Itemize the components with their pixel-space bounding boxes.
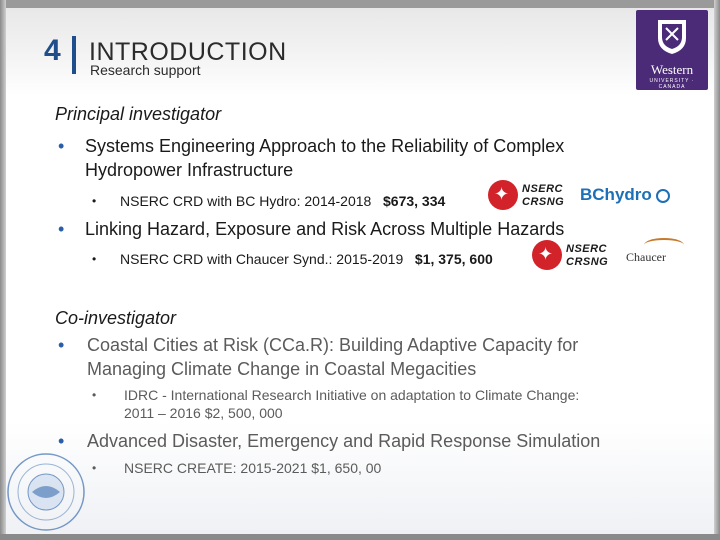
slide-title: INTRODUCTION	[89, 38, 287, 66]
nserc-logo	[532, 240, 616, 272]
project-2-detail: NSERC CRD with Chaucer Synd.: 2015-2019	[120, 251, 404, 267]
bullet: •	[58, 219, 65, 239]
project-3-title: Coastal Cities at Risk (CCa.R): Building Adaptive Capacity for Managing Climate Change in Coastal Megacities	[87, 335, 579, 379]
project-4-title: Advanced Disaster, Emergency and Rapid Response Simulation	[87, 431, 601, 451]
bchydro-icon	[656, 189, 670, 203]
university-subtitle: UNIVERSITY · CANADA	[649, 78, 695, 90]
resilience-network-logo	[4, 450, 88, 534]
slide-number: 4	[44, 34, 61, 67]
university-name: Western	[650, 62, 694, 77]
title-divider	[72, 36, 76, 74]
sub-bullet: •	[92, 388, 97, 402]
maple-leaf-icon: ✦	[532, 240, 562, 270]
sub-bullet: •	[92, 461, 97, 475]
western-university-logo	[636, 10, 708, 90]
project-1-title: Systems Engineering Approach to the Reliability of Complex Hydropower Infrastructure	[85, 136, 565, 180]
bchydro-text: BChydro	[580, 185, 652, 204]
project-1-funding	[92, 192, 492, 212]
bottom-border	[0, 534, 720, 540]
chaucer-text: Chaucer	[626, 250, 666, 264]
crsng-text: CRSNG	[566, 256, 609, 268]
project-1-amount: $673, 334	[383, 193, 446, 209]
project-2	[58, 217, 658, 241]
crest-icon	[656, 18, 688, 56]
project-3-detail: IDRC - International Research Initiative on adaptation to Climate Change: 2011 – 2016 $2, 500, 000	[124, 387, 580, 421]
project-4-detail: NSERC CREATE: 2015-2021 $1, 650, 00	[124, 460, 382, 476]
project-2-amount: $1, 375, 600	[414, 251, 493, 267]
nserc-logo	[488, 180, 572, 212]
sub-bullet: •	[92, 194, 97, 208]
project-2-title: Linking Hazard, Exposure and Risk Across Multiple Hazards	[85, 219, 565, 239]
project-1	[58, 134, 658, 184]
project-4-funding	[92, 459, 492, 479]
maple-leaf-icon: ✦	[488, 180, 518, 210]
bullet: •	[58, 136, 65, 156]
nserc-text: NSERC	[566, 243, 608, 255]
bullet: •	[58, 431, 65, 451]
chaucer-logo	[624, 236, 684, 266]
project-4	[58, 429, 678, 453]
nserc-text: NSERC	[522, 183, 564, 195]
right-border	[714, 0, 720, 540]
bullet: •	[58, 335, 65, 355]
crsng-text: CRSNG	[522, 196, 565, 208]
slide-subtitle: Research support	[90, 62, 201, 78]
coinvestigator-heading: Co-investigator	[55, 308, 177, 328]
bchydro-logo	[580, 184, 672, 208]
sub-bullet: •	[92, 252, 97, 266]
principal-heading: Principal investigator	[55, 104, 222, 124]
project-3-funding	[92, 386, 612, 426]
project-2-funding	[92, 250, 532, 270]
project-3	[58, 333, 658, 383]
top-border	[0, 0, 720, 8]
project-1-detail: NSERC CRD with BC Hydro: 2014-2018	[120, 193, 372, 209]
